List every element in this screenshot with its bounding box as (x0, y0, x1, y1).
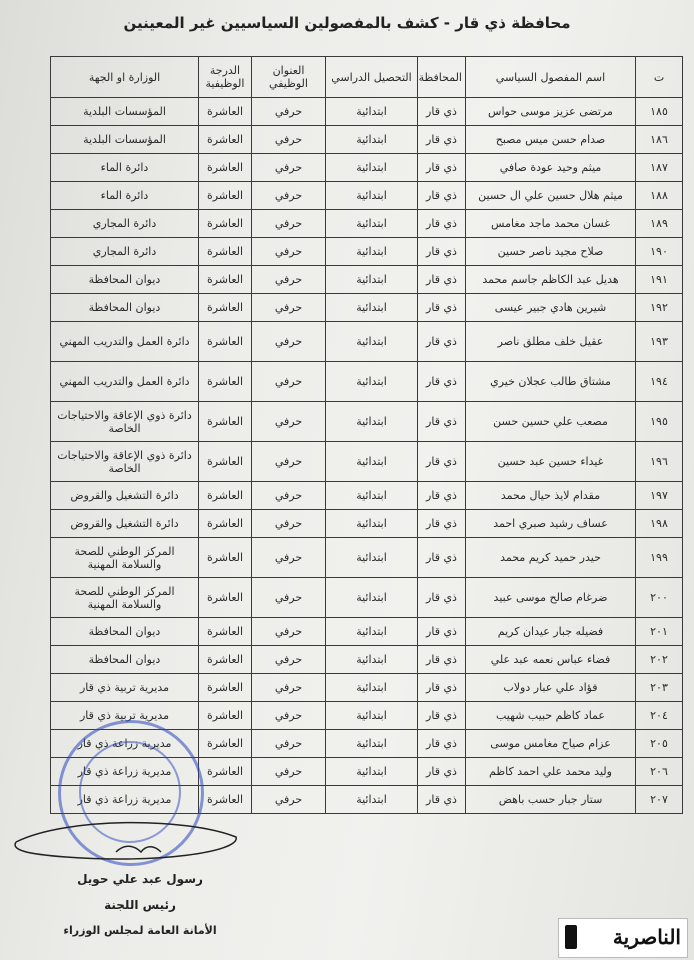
table-row (51, 126, 683, 154)
table-row (51, 98, 683, 126)
cell-seq: ١٩٧ (636, 482, 683, 510)
cell-ministry: دائرة العمل والتدريب المهني (51, 362, 199, 402)
cell-name: عزام صياح مغامس موسى (466, 730, 636, 758)
table-row (51, 538, 683, 578)
cell-governorate: ذي قار (418, 154, 466, 182)
cell-grade: العاشرة (199, 758, 252, 786)
cell-job-title: حرفي (252, 402, 326, 442)
cell-name: حيدر حميد كريم محمد (466, 538, 636, 578)
cell-governorate: ذي قار (418, 578, 466, 618)
cell-seq: ٢٠٥ (636, 730, 683, 758)
cell-seq: ٢٠٦ (636, 758, 683, 786)
signatory-name: رسول عبد علي حويل (77, 872, 203, 886)
table-row (51, 578, 683, 618)
cell-ministry: دائرة ذوي الإعاقة والاحتياجات الخاصة (51, 402, 199, 442)
cell-governorate: ذي قار (418, 646, 466, 674)
cell-name: صدام حسن ميس مصبح (466, 126, 636, 154)
table-row (51, 402, 683, 442)
cell-grade: العاشرة (199, 578, 252, 618)
cell-grade: العاشرة (199, 294, 252, 322)
cell-seq: ١٩٩ (636, 538, 683, 578)
cell-name: فضيله جبار عيدان كريم (466, 618, 636, 646)
cell-governorate: ذي قار (418, 126, 466, 154)
cell-grade: العاشرة (199, 210, 252, 238)
table-header-row (51, 57, 683, 98)
cell-grade: العاشرة (199, 674, 252, 702)
cell-name: عماد كاظم حبيب شهيب (466, 702, 636, 730)
cell-ministry: ديوان المحافظة (51, 618, 199, 646)
cell-seq: ١٨٧ (636, 154, 683, 182)
cell-job-title: حرفي (252, 126, 326, 154)
cell-seq: ١٩١ (636, 266, 683, 294)
table-row (51, 510, 683, 538)
cell-ministry: المؤسسات البلدية (51, 126, 199, 154)
cell-governorate: ذي قار (418, 786, 466, 814)
cell-job-title: حرفي (252, 266, 326, 294)
table-row (51, 618, 683, 646)
cell-governorate: ذي قار (418, 402, 466, 442)
cell-seq: ١٩٣ (636, 322, 683, 362)
cell-education: ابتدائية (326, 538, 418, 578)
cell-job-title: حرفي (252, 322, 326, 362)
cell-name: فؤاد علي عبار دولاب (466, 674, 636, 702)
table-row (51, 482, 683, 510)
cell-ministry: دائرة المجاري (51, 238, 199, 266)
cell-grade: العاشرة (199, 182, 252, 210)
col-header-governorate: المحافظة (418, 57, 466, 98)
cell-education: ابتدائية (326, 362, 418, 402)
cell-name: ستار جبار حسب باهض (466, 786, 636, 814)
col-header-name: اسم المفصول السياسي (466, 57, 636, 98)
col-header-seq: ت (636, 57, 683, 98)
cell-seq: ١٩٨ (636, 510, 683, 538)
cell-governorate: ذي قار (418, 322, 466, 362)
cell-education: ابتدائية (326, 238, 418, 266)
cell-grade: العاشرة (199, 266, 252, 294)
cell-education: ابتدائية (326, 154, 418, 182)
cell-education: ابتدائية (326, 730, 418, 758)
table-row (51, 362, 683, 402)
cell-name: شيرين هادي جبير عيسى (466, 294, 636, 322)
cell-seq: ١٩٤ (636, 362, 683, 402)
cell-seq: ١٨٩ (636, 210, 683, 238)
cell-job-title: حرفي (252, 362, 326, 402)
cell-name: ميثم هلال حسين علي ال حسين (466, 182, 636, 210)
cell-grade: العاشرة (199, 510, 252, 538)
cell-name: ميثم وحيد عودة صافي (466, 154, 636, 182)
cell-grade: العاشرة (199, 402, 252, 442)
table-body (51, 98, 683, 814)
cell-name: غيداء حسين عبد حسين (466, 442, 636, 482)
col-header-job-title: العنوان الوظيفي (252, 57, 326, 98)
col-header-education: التحصيل الدراسي (326, 57, 418, 98)
cell-education: ابتدائية (326, 442, 418, 482)
cell-job-title: حرفي (252, 730, 326, 758)
page-title: محافظة ذي قار - كشف بالمفصولين السياسيين غير المعينين (123, 14, 571, 32)
signatory-title: رئيس اللجنة (104, 898, 176, 912)
cell-education: ابتدائية (326, 618, 418, 646)
cell-seq: ٢٠٢ (636, 646, 683, 674)
cell-ministry: مديرية تربية ذي قار (51, 702, 199, 730)
cell-seq: ١٩٢ (636, 294, 683, 322)
cell-job-title: حرفي (252, 674, 326, 702)
cell-name: مصعب علي حسين حسن (466, 402, 636, 442)
cell-governorate: ذي قار (418, 442, 466, 482)
cell-ministry: دائرة التشغيل والقروض (51, 510, 199, 538)
cell-ministry: المؤسسات البلدية (51, 98, 199, 126)
cell-governorate: ذي قار (418, 482, 466, 510)
cell-governorate: ذي قار (418, 538, 466, 578)
cell-seq: ٢٠٣ (636, 674, 683, 702)
cell-education: ابتدائية (326, 210, 418, 238)
cell-governorate: ذي قار (418, 238, 466, 266)
cell-name: ضرغام صالح موسى عبيد (466, 578, 636, 618)
cell-education: ابتدائية (326, 182, 418, 210)
cell-job-title: حرفي (252, 210, 326, 238)
cell-grade: العاشرة (199, 442, 252, 482)
cell-job-title: حرفي (252, 442, 326, 482)
cell-job-title: حرفي (252, 538, 326, 578)
cell-education: ابتدائية (326, 402, 418, 442)
cell-name: هديل عبد الكاظم جاسم محمد (466, 266, 636, 294)
cell-ministry: ديوان المحافظة (51, 266, 199, 294)
cell-education: ابتدائية (326, 786, 418, 814)
cell-education: ابتدائية (326, 578, 418, 618)
cell-name: وليد محمد علي احمد كاظم (466, 758, 636, 786)
cell-ministry: المركز الوطني للصحة والسلامة المهنية (51, 538, 199, 578)
cell-job-title: حرفي (252, 238, 326, 266)
cell-ministry: دائرة المجاري (51, 210, 199, 238)
cell-education: ابتدائية (326, 646, 418, 674)
cell-seq: ٢٠٠ (636, 578, 683, 618)
cell-job-title: حرفي (252, 154, 326, 182)
cell-governorate: ذي قار (418, 618, 466, 646)
cell-job-title: حرفي (252, 294, 326, 322)
cell-job-title: حرفي (252, 98, 326, 126)
table-row (51, 674, 683, 702)
cell-ministry: دائرة الماء (51, 154, 199, 182)
cell-governorate: ذي قار (418, 266, 466, 294)
cell-education: ابتدائية (326, 758, 418, 786)
cell-education: ابتدائية (326, 702, 418, 730)
cell-job-title: حرفي (252, 702, 326, 730)
cell-ministry: مديرية زراعة ذي قار (51, 786, 199, 814)
cell-job-title: حرفي (252, 482, 326, 510)
col-header-grade: الدرجة الوظيفية (199, 57, 252, 98)
cell-grade: العاشرة (199, 730, 252, 758)
table-row (51, 442, 683, 482)
cell-job-title: حرفي (252, 182, 326, 210)
cell-job-title: حرفي (252, 618, 326, 646)
cell-grade: العاشرة (199, 646, 252, 674)
table-row (51, 294, 683, 322)
cell-ministry: دائرة الماء (51, 182, 199, 210)
table-row (51, 182, 683, 210)
table-row (51, 154, 683, 182)
cell-seq: ١٨٨ (636, 182, 683, 210)
col-header-ministry: الوزارة او الجهة (51, 57, 199, 98)
cell-grade: العاشرة (199, 618, 252, 646)
cell-governorate: ذي قار (418, 294, 466, 322)
table-row (51, 266, 683, 294)
cell-job-title: حرفي (252, 578, 326, 618)
cell-ministry: دائرة ذوي الإعاقة والاحتياجات الخاصة (51, 442, 199, 482)
cell-seq: ١٩٥ (636, 402, 683, 442)
cell-name: غسان محمد ماجد مغامس (466, 210, 636, 238)
cell-education: ابتدائية (326, 98, 418, 126)
watermark-logo (558, 918, 688, 958)
cell-governorate: ذي قار (418, 730, 466, 758)
cell-governorate: ذي قار (418, 98, 466, 126)
cell-grade: العاشرة (199, 538, 252, 578)
cell-grade: العاشرة (199, 322, 252, 362)
issuing-body: الأمانة العامة لمجلس الوزراء (63, 924, 217, 937)
logo-text: الناصرية (612, 925, 681, 949)
cell-education: ابتدائية (326, 482, 418, 510)
cell-name: مرتضى عزيز موسى حواس (466, 98, 636, 126)
signature (6, 812, 246, 872)
cell-grade: العاشرة (199, 98, 252, 126)
cell-name: فضاء عباس نعمه عبد علي (466, 646, 636, 674)
cell-seq: ١٨٦ (636, 126, 683, 154)
cell-seq: ٢٠٧ (636, 786, 683, 814)
table-row (51, 238, 683, 266)
cell-governorate: ذي قار (418, 758, 466, 786)
cell-seq: ٢٠٤ (636, 702, 683, 730)
cell-ministry: مديرية زراعة ذي قار (51, 730, 199, 758)
cell-grade: العاشرة (199, 154, 252, 182)
records-table (50, 56, 683, 814)
cell-education: ابتدائية (326, 266, 418, 294)
cell-grade: العاشرة (199, 786, 252, 814)
cell-seq: ١٨٥ (636, 98, 683, 126)
cell-job-title: حرفي (252, 786, 326, 814)
cell-name: عقيل خلف مطلق ناصر (466, 322, 636, 362)
cell-seq: ١٩٠ (636, 238, 683, 266)
cell-grade: العاشرة (199, 702, 252, 730)
cell-job-title: حرفي (252, 646, 326, 674)
logo-icon (565, 925, 577, 949)
cell-education: ابتدائية (326, 322, 418, 362)
cell-name: مشتاق طالب عجلان خيري (466, 362, 636, 402)
cell-education: ابتدائية (326, 674, 418, 702)
cell-ministry: ديوان المحافظة (51, 294, 199, 322)
cell-ministry: المركز الوطني للصحة والسلامة المهنية (51, 578, 199, 618)
cell-name: صلاح مجيد ناصر حسين (466, 238, 636, 266)
cell-governorate: ذي قار (418, 362, 466, 402)
cell-seq: ٢٠١ (636, 618, 683, 646)
cell-grade: العاشرة (199, 126, 252, 154)
cell-governorate: ذي قار (418, 702, 466, 730)
table-row (51, 210, 683, 238)
cell-name: عساف رشيد صبري احمد (466, 510, 636, 538)
cell-education: ابتدائية (326, 510, 418, 538)
table-row (51, 646, 683, 674)
cell-name: مقدام لايذ حيال محمد (466, 482, 636, 510)
cell-grade: العاشرة (199, 238, 252, 266)
cell-ministry: مديرية زراعة ذي قار (51, 758, 199, 786)
cell-ministry: دائرة التشغيل والقروض (51, 482, 199, 510)
cell-governorate: ذي قار (418, 182, 466, 210)
cell-job-title: حرفي (252, 510, 326, 538)
cell-governorate: ذي قار (418, 210, 466, 238)
cell-seq: ١٩٦ (636, 442, 683, 482)
cell-grade: العاشرة (199, 482, 252, 510)
cell-ministry: ديوان المحافظة (51, 646, 199, 674)
cell-ministry: دائرة العمل والتدريب المهني (51, 322, 199, 362)
cell-education: ابتدائية (326, 126, 418, 154)
cell-governorate: ذي قار (418, 674, 466, 702)
cell-grade: العاشرة (199, 362, 252, 402)
cell-job-title: حرفي (252, 758, 326, 786)
cell-education: ابتدائية (326, 294, 418, 322)
table-row (51, 322, 683, 362)
cell-ministry: مديرية تربية ذي قار (51, 674, 199, 702)
cell-governorate: ذي قار (418, 510, 466, 538)
